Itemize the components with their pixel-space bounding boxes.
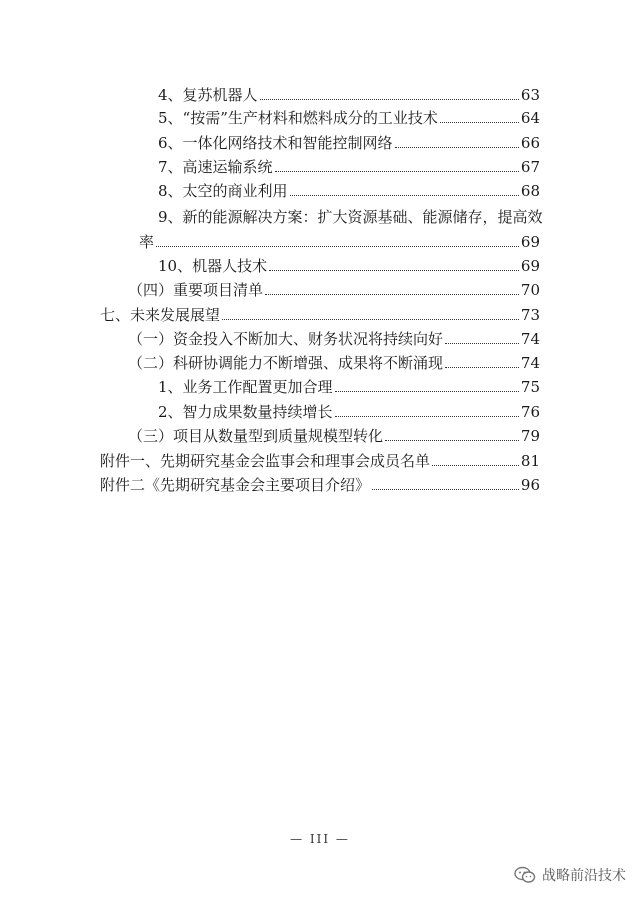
toc-leader-dots (222, 305, 519, 320)
toc-entry-title: 6、一体化网络技术和智能控制网络 (158, 134, 393, 152)
toc-entry-title: 附件二《先期研究基金会主要项目介绍》 (100, 476, 371, 494)
toc-entry-page: 70 (520, 281, 540, 299)
toc-entry-title: 附件一、先期研究基金会监事会和理事会成员名单 (100, 452, 431, 470)
toc-entry-title: 8、太空的商业利用 (158, 182, 288, 200)
toc-entry-page: 81 (520, 452, 540, 470)
toc-leader-dots (265, 280, 519, 295)
toc-entry-page: 74 (520, 330, 540, 348)
toc-entry-title: 1、业务工作配置更加合理 (158, 378, 333, 396)
toc-leader-dots (260, 85, 519, 100)
toc-entry-title: （三）项目从数量型到质量规模型转化 (128, 427, 384, 445)
watermark (514, 865, 626, 885)
toc-entry[interactable] (100, 451, 540, 471)
toc-entry[interactable] (100, 475, 540, 495)
toc-entry-title: 7、高速运输系统 (158, 158, 273, 176)
wechat-icon (514, 866, 536, 884)
toc-entry[interactable] (158, 108, 540, 128)
toc-entry-page: 68 (520, 182, 540, 200)
toc-leader-dots (445, 353, 519, 368)
toc-entry-page: 74 (520, 354, 540, 372)
toc-entry[interactable] (139, 232, 540, 252)
toc-entry[interactable] (158, 85, 540, 105)
toc-entry-page: 75 (520, 378, 540, 396)
toc-entry-title: 10、机器人技术 (158, 257, 268, 275)
toc-entry[interactable] (128, 426, 540, 446)
toc-leader-dots (440, 108, 519, 123)
toc-leader-dots (395, 133, 519, 148)
toc-entry-page: 76 (520, 403, 540, 421)
toc-entry-title: 七、未来发展展望 (100, 306, 221, 324)
toc-entry-page: 63 (520, 86, 540, 104)
toc-entry[interactable] (158, 181, 540, 201)
toc-entry-page: 79 (520, 427, 540, 445)
watermark-text: 战略前沿技术 (542, 868, 626, 884)
toc-entry-title: 率 (139, 233, 155, 251)
toc-leader-dots (269, 256, 519, 271)
toc-entry[interactable] (128, 353, 540, 373)
toc-entry[interactable] (100, 305, 540, 325)
toc-leader-dots (432, 451, 519, 466)
toc-entry-page: 64 (520, 109, 540, 127)
toc-entry-title: （四）重要项目清单 (128, 281, 264, 299)
toc-entry-title: （二）科研协调能力不断增强、成果将不断涌现 (128, 354, 444, 372)
toc-entry-title: （一）资金投入不断加大、财务状况将持续向好 (128, 330, 444, 348)
toc-entry[interactable] (158, 402, 540, 422)
toc-entry[interactable] (158, 256, 540, 276)
toc-leader-dots (335, 377, 519, 392)
toc-entry[interactable] (158, 157, 540, 177)
toc-entry-title: 4、复苏机器人 (158, 86, 258, 104)
toc-entry-page: 73 (520, 306, 540, 324)
toc-entry-title: 2、智力成果数量持续增长 (158, 403, 333, 421)
toc-leader-dots (335, 402, 519, 417)
toc-entry[interactable] (128, 280, 540, 300)
toc-entry-page: 69 (520, 257, 540, 275)
toc-entry-page: 67 (520, 158, 540, 176)
toc-entry[interactable] (128, 329, 540, 349)
toc-leader-dots (275, 157, 519, 172)
toc-leader-dots (372, 475, 519, 490)
toc-leader-dots (290, 181, 519, 196)
toc-entry-page: 69 (520, 233, 540, 251)
toc-leader-dots (156, 232, 519, 247)
toc-entry[interactable] (158, 377, 540, 397)
toc-entry[interactable] (158, 133, 540, 153)
toc-leader-dots (445, 329, 519, 344)
toc-entry-wrapped-line: 9、新的能源解决方案：扩大资源基础、能源储存，提高效 (158, 208, 543, 226)
toc-entry-page: 66 (520, 134, 540, 152)
toc-entry-title: 5、“按需”生产材料和燃料成分的工业技术 (158, 109, 438, 127)
toc-entry-page: 96 (520, 476, 540, 494)
page-number-footer: — III — (290, 832, 350, 846)
toc-leader-dots (385, 426, 519, 441)
